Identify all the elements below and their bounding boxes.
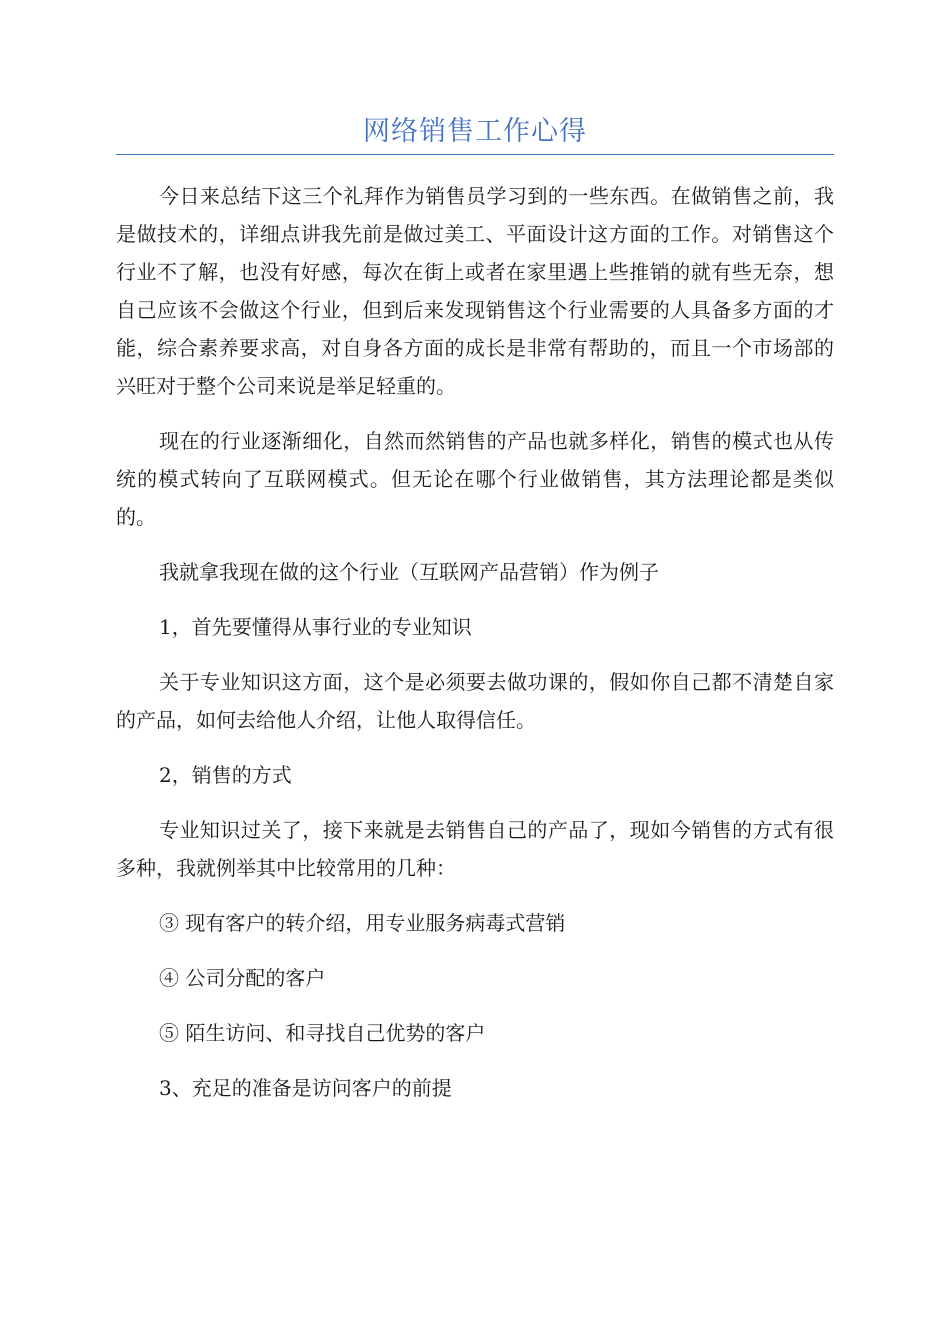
page-title: 网络销售工作心得 — [363, 116, 587, 147]
list-item-referral: ③ 现有客户的转介绍，用专业服务病毒式营销 — [159, 911, 566, 935]
list-item-assigned: ④ 公司分配的客户 — [159, 966, 326, 990]
paragraph-example: 我就拿我现在做的这个行业（互联网产品营销）作为例子 — [159, 560, 659, 584]
heading-point-1: 1，首先要懂得从事行业的专业知识 — [159, 615, 472, 639]
heading-point-2: 2，销售的方式 — [159, 763, 292, 787]
paragraph-industry: 现在的行业逐渐细化，自然而然销售的产品也就多样化，销售的模式也从传统的模式转向了互联网模式。但无论在哪个行业做销售，其方法理论都是类似的。 — [116, 429, 834, 529]
paragraph-methods: 专业知识过关了，接下来就是去销售自己的产品了，现如今销售的方式有很多种，我就例举其中比较常用的几种： — [116, 818, 834, 880]
title-underline — [116, 154, 834, 155]
document-body — [116, 177, 834, 1107]
heading-point-3: 3、充足的准备是访问客户的前提 — [159, 1076, 452, 1100]
paragraph-intro: 今日来总结下这三个礼拜作为销售员学习到的一些东西。在做销售之前，我是做技术的，详细点讲我先前是做过美工、平面设计这方面的工作。对销售这个行业不了解，也没有好感，每次在街上或者在家里遇上些推销的就有些无奈，想自己应该不会做这个行业，但到后来发现销售这个行业需要的人具备多方面的才能，综合素养要求高，对自身各方面的成长是非常有帮助的，而且一个市场部的兴旺对于整个公司来说是举足轻重的。 — [116, 184, 834, 398]
paragraph-knowledge: 关于专业知识这方面，这个是必须要去做功课的，假如你自己都不清楚自家的产品，如何去给他人介绍，让他人取得信任。 — [116, 670, 834, 732]
list-item-cold-visit: ⑤ 陌生访问、和寻找自己优势的客户 — [159, 1021, 486, 1045]
